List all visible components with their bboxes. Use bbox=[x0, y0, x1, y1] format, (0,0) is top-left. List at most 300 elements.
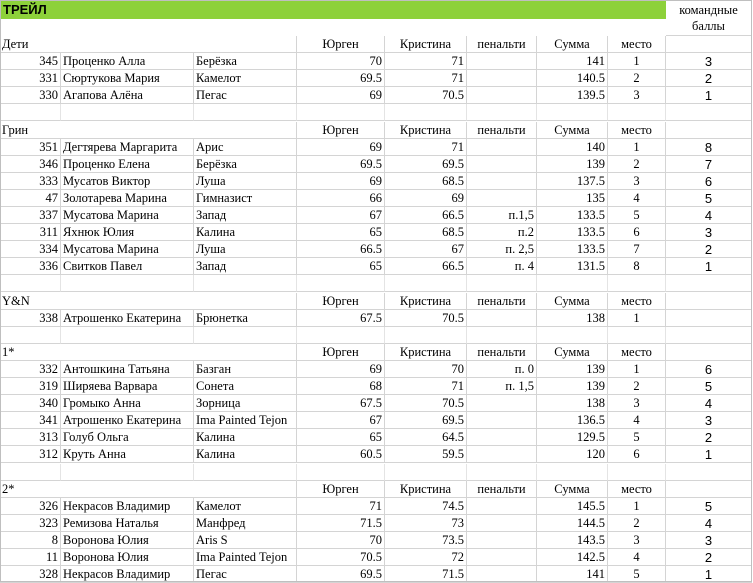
cell-team[interactable]: 8 bbox=[666, 139, 752, 156]
empty-cell[interactable] bbox=[537, 104, 608, 121]
table-row bbox=[0, 258, 753, 275]
column-header-j2[interactable]: Кристина bbox=[385, 122, 467, 139]
cell-no[interactable]: 331 bbox=[0, 70, 61, 87]
spacer-row bbox=[0, 327, 753, 344]
cell-no[interactable]: 333 bbox=[0, 173, 61, 190]
cell-j1[interactable]: 67 bbox=[297, 412, 385, 429]
cell-j2[interactable]: 69.5 bbox=[385, 412, 467, 429]
cell-no[interactable]: 11 bbox=[0, 549, 61, 566]
cell-pen[interactable] bbox=[467, 173, 537, 190]
cell-sum[interactable]: 142.5 bbox=[537, 549, 608, 566]
cell-team[interactable]: 4 bbox=[666, 395, 752, 412]
cell-sum[interactable]: 138 bbox=[537, 310, 608, 327]
empty-cell[interactable] bbox=[385, 464, 467, 481]
empty-cell[interactable] bbox=[467, 327, 537, 344]
empty-cell[interactable] bbox=[297, 327, 385, 344]
cell-horse[interactable]: Ima Painted Tejon bbox=[194, 549, 297, 566]
cell-sum[interactable]: 120 bbox=[537, 446, 608, 463]
cell-rider[interactable]: Сюртукова Мария bbox=[61, 70, 194, 87]
cell-sum[interactable]: 140.5 bbox=[537, 70, 608, 87]
cell-j2[interactable]: 70 bbox=[385, 361, 467, 378]
empty-cell[interactable] bbox=[666, 344, 752, 361]
cell-j2[interactable]: 70.5 bbox=[385, 395, 467, 412]
cell-no[interactable]: 326 bbox=[0, 498, 61, 515]
cell-j1[interactable]: 69.5 bbox=[297, 70, 385, 87]
cell-j2[interactable]: 73.5 bbox=[385, 532, 467, 549]
cell-j1[interactable]: 65 bbox=[297, 429, 385, 446]
cell-no[interactable]: 345 bbox=[0, 53, 61, 70]
cell-place[interactable]: 5 bbox=[608, 566, 666, 583]
empty-cell[interactable] bbox=[194, 104, 297, 121]
cell-j2[interactable]: 71 bbox=[385, 139, 467, 156]
empty-cell[interactable] bbox=[0, 104, 61, 121]
empty-cell[interactable] bbox=[666, 464, 752, 481]
empty-cell[interactable] bbox=[0, 327, 61, 344]
cell-horse[interactable]: Арис bbox=[194, 139, 297, 156]
column-header-pen[interactable]: пенальти bbox=[467, 293, 537, 310]
cell-j2[interactable]: 59.5 bbox=[385, 446, 467, 463]
cell-j2[interactable]: 73 bbox=[385, 515, 467, 532]
column-header-pen[interactable]: пенальти bbox=[467, 344, 537, 361]
cell-team[interactable]: 3 bbox=[666, 532, 752, 549]
table-row bbox=[0, 515, 753, 532]
column-header-j2[interactable]: Кристина bbox=[385, 293, 467, 310]
table-row bbox=[0, 395, 753, 412]
cell-pen[interactable]: п.2 bbox=[467, 224, 537, 241]
empty-cell[interactable] bbox=[666, 327, 752, 344]
cell-team[interactable]: 1 bbox=[666, 446, 752, 463]
cell-j1[interactable]: 67.5 bbox=[297, 310, 385, 327]
cell-rider[interactable]: Дегтярева Маргарита bbox=[61, 139, 194, 156]
cell-team[interactable]: 2 bbox=[666, 429, 752, 446]
cell-j1[interactable]: 69.5 bbox=[297, 156, 385, 173]
empty-cell[interactable] bbox=[61, 104, 194, 121]
cell-j1[interactable]: 71 bbox=[297, 498, 385, 515]
cell-j2[interactable]: 68.5 bbox=[385, 173, 467, 190]
cell-j1[interactable]: 69 bbox=[297, 87, 385, 104]
cell-horse[interactable]: Базган bbox=[194, 361, 297, 378]
cell-sum[interactable]: 141 bbox=[537, 566, 608, 583]
empty-cell[interactable] bbox=[537, 464, 608, 481]
group-name[interactable]: Грин bbox=[0, 122, 297, 139]
cell-team[interactable]: 6 bbox=[666, 361, 752, 378]
cell-j2[interactable]: 70.5 bbox=[385, 87, 467, 104]
cell-sum[interactable]: 137.5 bbox=[537, 173, 608, 190]
cell-team[interactable]: 7 bbox=[666, 156, 752, 173]
empty-cell[interactable] bbox=[608, 327, 666, 344]
team-points-header[interactable]: командные баллы bbox=[666, 0, 752, 36]
cell-j1[interactable]: 67.5 bbox=[297, 395, 385, 412]
cell-no[interactable]: 351 bbox=[0, 139, 61, 156]
cell-team[interactable]: 5 bbox=[666, 498, 752, 515]
cell-rider[interactable]: Ширяева Варвара bbox=[61, 378, 194, 395]
cell-rider[interactable]: Атрошенко Екатерина bbox=[61, 310, 194, 327]
empty-cell[interactable] bbox=[385, 327, 467, 344]
cell-j1[interactable]: 70.5 bbox=[297, 549, 385, 566]
table-row bbox=[0, 156, 753, 173]
cell-team[interactable]: 1 bbox=[666, 258, 752, 275]
cell-team[interactable]: 2 bbox=[666, 549, 752, 566]
cell-pen[interactable] bbox=[467, 549, 537, 566]
cell-place[interactable]: 2 bbox=[608, 515, 666, 532]
empty-cell[interactable] bbox=[385, 275, 467, 292]
cell-place[interactable]: 8 bbox=[608, 258, 666, 275]
sheet-title[interactable]: ТРЕЙЛ bbox=[0, 0, 666, 19]
table-row bbox=[0, 378, 753, 395]
cell-sum[interactable]: 135 bbox=[537, 190, 608, 207]
column-header-sum[interactable]: Сумма bbox=[537, 481, 608, 498]
cell-horse[interactable]: Гимназист bbox=[194, 190, 297, 207]
group-header-row bbox=[0, 293, 753, 310]
cell-sum[interactable]: 138 bbox=[537, 395, 608, 412]
column-header-sum[interactable]: Сумма bbox=[537, 344, 608, 361]
cell-horse[interactable]: Берёзка bbox=[194, 156, 297, 173]
cell-rider[interactable]: Мусатов Виктор bbox=[61, 173, 194, 190]
column-header-place[interactable]: место bbox=[608, 293, 666, 310]
cell-horse[interactable]: Калина bbox=[194, 429, 297, 446]
cell-place[interactable]: 4 bbox=[608, 549, 666, 566]
cell-sum[interactable]: 129.5 bbox=[537, 429, 608, 446]
column-header-j2[interactable]: Кристина bbox=[385, 36, 467, 53]
cell-team[interactable]: 5 bbox=[666, 378, 752, 395]
column-header-sum[interactable]: Сумма bbox=[537, 36, 608, 53]
cell-horse[interactable]: Ima Painted Tejon bbox=[194, 412, 297, 429]
empty-cell[interactable] bbox=[61, 327, 194, 344]
cell-j1[interactable]: 70 bbox=[297, 53, 385, 70]
cell-place[interactable]: 5 bbox=[608, 429, 666, 446]
cell-pen[interactable] bbox=[467, 190, 537, 207]
cell-no[interactable]: 319 bbox=[0, 378, 61, 395]
cell-no[interactable]: 334 bbox=[0, 241, 61, 258]
cell-horse[interactable]: Луша bbox=[194, 241, 297, 258]
cell-sum[interactable]: 133.5 bbox=[537, 241, 608, 258]
column-header-place[interactable]: место bbox=[608, 481, 666, 498]
empty-cell[interactable] bbox=[61, 464, 194, 481]
cell-horse[interactable]: Запад bbox=[194, 258, 297, 275]
cell-pen[interactable] bbox=[467, 70, 537, 87]
table-row bbox=[0, 53, 753, 70]
cell-j2[interactable]: 74.5 bbox=[385, 498, 467, 515]
cell-j2[interactable]: 71.5 bbox=[385, 566, 467, 583]
cell-rider[interactable]: Свитков Павел bbox=[61, 258, 194, 275]
table-row bbox=[0, 446, 753, 463]
cell-rider[interactable]: Некрасов Владимир bbox=[61, 498, 194, 515]
empty-cell[interactable] bbox=[194, 327, 297, 344]
empty-cell[interactable] bbox=[0, 464, 61, 481]
cell-j1[interactable]: 69.5 bbox=[297, 566, 385, 583]
column-header-j1[interactable]: Юрген bbox=[297, 344, 385, 361]
cell-rider[interactable]: Атрошенко Екатерина bbox=[61, 412, 194, 429]
cell-sum[interactable]: 139 bbox=[537, 378, 608, 395]
column-header-place[interactable]: место bbox=[608, 344, 666, 361]
cell-j1[interactable]: 60.5 bbox=[297, 446, 385, 463]
cell-rider[interactable]: Мусатова Марина bbox=[61, 241, 194, 258]
cell-pen[interactable] bbox=[467, 429, 537, 446]
column-header-j2[interactable]: Кристина bbox=[385, 481, 467, 498]
group-name[interactable]: 2* bbox=[0, 481, 297, 498]
cell-j1[interactable]: 65 bbox=[297, 258, 385, 275]
cell-j1[interactable]: 66 bbox=[297, 190, 385, 207]
cell-j2[interactable]: 71 bbox=[385, 70, 467, 87]
cell-sum[interactable]: 145.5 bbox=[537, 498, 608, 515]
column-header-j1[interactable]: Юрген bbox=[297, 36, 385, 53]
cell-pen[interactable] bbox=[467, 498, 537, 515]
empty-cell[interactable] bbox=[608, 104, 666, 121]
cell-place[interactable]: 2 bbox=[608, 378, 666, 395]
cell-team[interactable]: 1 bbox=[666, 566, 752, 583]
cell-sum[interactable]: 143.5 bbox=[537, 532, 608, 549]
group-header-row bbox=[0, 481, 753, 498]
group-header-row bbox=[0, 344, 753, 361]
cell-sum[interactable]: 131.5 bbox=[537, 258, 608, 275]
column-header-j1[interactable]: Юрген bbox=[297, 481, 385, 498]
column-header-j1[interactable]: Юрген bbox=[297, 293, 385, 310]
cell-horse[interactable]: Манфред bbox=[194, 515, 297, 532]
cell-rider[interactable]: Громыко Анна bbox=[61, 395, 194, 412]
cell-place[interactable]: 1 bbox=[608, 53, 666, 70]
cell-team[interactable] bbox=[666, 310, 752, 327]
cell-team[interactable]: 6 bbox=[666, 173, 752, 190]
cell-no[interactable]: 330 bbox=[0, 87, 61, 104]
cell-horse[interactable]: Aris S bbox=[194, 532, 297, 549]
cell-place[interactable]: 1 bbox=[608, 310, 666, 327]
empty-cell[interactable] bbox=[537, 327, 608, 344]
cell-team[interactable]: 4 bbox=[666, 515, 752, 532]
cell-pen[interactable] bbox=[467, 87, 537, 104]
cell-no[interactable]: 340 bbox=[0, 395, 61, 412]
cell-rider[interactable]: Проценко Алла bbox=[61, 53, 194, 70]
cell-horse[interactable]: Камелот bbox=[194, 498, 297, 515]
cell-j1[interactable]: 68 bbox=[297, 378, 385, 395]
cell-horse[interactable]: Луша bbox=[194, 173, 297, 190]
cell-horse[interactable]: Калина bbox=[194, 446, 297, 463]
group-name[interactable]: Y&N bbox=[0, 293, 297, 310]
cell-horse[interactable]: Пегас bbox=[194, 87, 297, 104]
cell-rider[interactable]: Круть Анна bbox=[61, 446, 194, 463]
group-name[interactable]: 1* bbox=[0, 344, 297, 361]
empty-cell[interactable] bbox=[666, 275, 752, 292]
cell-pen[interactable] bbox=[467, 532, 537, 549]
cell-pen[interactable] bbox=[467, 446, 537, 463]
cell-no[interactable]: 336 bbox=[0, 258, 61, 275]
empty-cell[interactable] bbox=[385, 104, 467, 121]
empty-cell[interactable] bbox=[666, 104, 752, 121]
cell-sum[interactable]: 139.5 bbox=[537, 87, 608, 104]
column-header-place[interactable]: место bbox=[608, 36, 666, 53]
cell-place[interactable]: 1 bbox=[608, 139, 666, 156]
group-name[interactable]: Дети bbox=[0, 36, 297, 53]
cell-rider[interactable]: Золотарева Марина bbox=[61, 190, 194, 207]
empty-cell[interactable] bbox=[61, 275, 194, 292]
cell-pen[interactable]: п. 4 bbox=[467, 258, 537, 275]
cell-pen[interactable]: п. 2,5 bbox=[467, 241, 537, 258]
empty-cell[interactable] bbox=[666, 36, 752, 53]
cell-team[interactable]: 1 bbox=[666, 87, 752, 104]
cell-place[interactable]: 4 bbox=[608, 190, 666, 207]
spacer-row bbox=[0, 275, 753, 292]
cell-horse[interactable]: Берёзка bbox=[194, 53, 297, 70]
cell-j2[interactable]: 71 bbox=[385, 53, 467, 70]
cell-place[interactable]: 3 bbox=[608, 173, 666, 190]
cell-place[interactable]: 2 bbox=[608, 156, 666, 173]
cell-j2[interactable]: 72 bbox=[385, 549, 467, 566]
column-header-pen[interactable]: пенальти bbox=[467, 122, 537, 139]
cell-j2[interactable]: 69 bbox=[385, 190, 467, 207]
cell-no[interactable]: 328 bbox=[0, 566, 61, 583]
cell-horse[interactable]: Камелот bbox=[194, 70, 297, 87]
cell-j1[interactable]: 70 bbox=[297, 532, 385, 549]
cell-team[interactable]: 3 bbox=[666, 412, 752, 429]
cell-j1[interactable]: 69 bbox=[297, 361, 385, 378]
cell-rider[interactable]: Некрасов Владимир bbox=[61, 566, 194, 583]
cell-rider[interactable]: Ремизова Наталья bbox=[61, 515, 194, 532]
cell-place[interactable]: 3 bbox=[608, 395, 666, 412]
cell-place[interactable]: 4 bbox=[608, 412, 666, 429]
cell-pen[interactable] bbox=[467, 566, 537, 583]
column-header-sum[interactable]: Сумма bbox=[537, 122, 608, 139]
cell-place[interactable]: 2 bbox=[608, 70, 666, 87]
cell-j2[interactable]: 67 bbox=[385, 241, 467, 258]
cell-j2[interactable]: 68.5 bbox=[385, 224, 467, 241]
cell-sum[interactable]: 144.5 bbox=[537, 515, 608, 532]
cell-no[interactable]: 311 bbox=[0, 224, 61, 241]
column-header-place[interactable]: место bbox=[608, 122, 666, 139]
cell-j1[interactable]: 69 bbox=[297, 139, 385, 156]
cell-rider[interactable]: Воронова Юлия bbox=[61, 549, 194, 566]
cell-place[interactable]: 6 bbox=[608, 446, 666, 463]
cell-place[interactable]: 3 bbox=[608, 532, 666, 549]
cell-j2[interactable]: 69.5 bbox=[385, 156, 467, 173]
cell-place[interactable]: 5 bbox=[608, 207, 666, 224]
table-row bbox=[0, 190, 753, 207]
column-header-sum[interactable]: Сумма bbox=[537, 293, 608, 310]
cell-place[interactable]: 3 bbox=[608, 87, 666, 104]
cell-pen[interactable]: п. 1,5 bbox=[467, 378, 537, 395]
cell-pen[interactable] bbox=[467, 515, 537, 532]
table-row bbox=[0, 310, 753, 327]
cell-team[interactable]: 2 bbox=[666, 70, 752, 87]
cell-rider[interactable]: Антошкина Татьяна bbox=[61, 361, 194, 378]
cell-j2[interactable]: 66.5 bbox=[385, 258, 467, 275]
cell-sum[interactable]: 139 bbox=[537, 156, 608, 173]
cell-horse[interactable]: Калина bbox=[194, 224, 297, 241]
cell-horse[interactable]: Брюнетка bbox=[194, 310, 297, 327]
cell-no[interactable]: 346 bbox=[0, 156, 61, 173]
cell-horse[interactable]: Пегас bbox=[194, 566, 297, 583]
cell-pen[interactable] bbox=[467, 139, 537, 156]
cell-j1[interactable]: 65 bbox=[297, 224, 385, 241]
cell-j2[interactable]: 70.5 bbox=[385, 310, 467, 327]
cell-j1[interactable]: 67 bbox=[297, 207, 385, 224]
empty-cell[interactable] bbox=[297, 464, 385, 481]
cell-rider[interactable]: Яхнюк Юлия bbox=[61, 224, 194, 241]
empty-cell[interactable] bbox=[297, 104, 385, 121]
cell-pen[interactable]: п.1,5 bbox=[467, 207, 537, 224]
cell-pen[interactable] bbox=[467, 310, 537, 327]
cell-rider[interactable]: Агапова Алёна bbox=[61, 87, 194, 104]
empty-cell[interactable] bbox=[297, 275, 385, 292]
column-header-j1[interactable]: Юрген bbox=[297, 122, 385, 139]
cell-no[interactable]: 337 bbox=[0, 207, 61, 224]
table-row bbox=[0, 549, 753, 566]
cell-j1[interactable]: 66.5 bbox=[297, 241, 385, 258]
empty-cell[interactable] bbox=[467, 464, 537, 481]
cell-no[interactable]: 341 bbox=[0, 412, 61, 429]
empty-cell[interactable] bbox=[194, 275, 297, 292]
cell-team[interactable]: 4 bbox=[666, 207, 752, 224]
cell-sum[interactable]: 139 bbox=[537, 361, 608, 378]
cell-team[interactable]: 3 bbox=[666, 224, 752, 241]
empty-cell[interactable] bbox=[0, 275, 61, 292]
cell-no[interactable]: 312 bbox=[0, 446, 61, 463]
cell-pen[interactable]: п. 0 bbox=[467, 361, 537, 378]
cell-rider[interactable]: Голуб Ольга bbox=[61, 429, 194, 446]
column-header-pen[interactable]: пенальти bbox=[467, 481, 537, 498]
empty-cell[interactable] bbox=[666, 481, 752, 498]
table-row bbox=[0, 566, 753, 583]
cell-no[interactable]: 323 bbox=[0, 515, 61, 532]
column-header-pen[interactable]: пенальти bbox=[467, 36, 537, 53]
cell-no[interactable]: 313 bbox=[0, 429, 61, 446]
cell-horse[interactable]: Запад bbox=[194, 207, 297, 224]
spacer-row bbox=[0, 464, 753, 481]
cell-sum[interactable]: 136.5 bbox=[537, 412, 608, 429]
cell-horse[interactable]: Сонета bbox=[194, 378, 297, 395]
empty-cell[interactable] bbox=[537, 275, 608, 292]
cell-place[interactable]: 1 bbox=[608, 498, 666, 515]
cell-place[interactable]: 1 bbox=[608, 361, 666, 378]
empty-cell[interactable] bbox=[467, 275, 537, 292]
cell-place[interactable]: 6 bbox=[608, 224, 666, 241]
cell-j2[interactable]: 66.5 bbox=[385, 207, 467, 224]
cell-place[interactable]: 7 bbox=[608, 241, 666, 258]
cell-sum[interactable]: 133.5 bbox=[537, 207, 608, 224]
cell-rider[interactable]: Воронова Юлия bbox=[61, 532, 194, 549]
empty-cell[interactable] bbox=[608, 275, 666, 292]
empty-cell[interactable] bbox=[666, 293, 752, 310]
cell-j2[interactable]: 64.5 bbox=[385, 429, 467, 446]
cell-sum[interactable]: 133.5 bbox=[537, 224, 608, 241]
cell-j2[interactable]: 71 bbox=[385, 378, 467, 395]
cell-team[interactable]: 3 bbox=[666, 53, 752, 70]
empty-cell[interactable] bbox=[467, 104, 537, 121]
cell-no[interactable]: 47 bbox=[0, 190, 61, 207]
table-row bbox=[0, 70, 753, 87]
cell-team[interactable]: 2 bbox=[666, 241, 752, 258]
cell-team[interactable]: 5 bbox=[666, 190, 752, 207]
cell-j1[interactable]: 69 bbox=[297, 173, 385, 190]
cell-no[interactable]: 332 bbox=[0, 361, 61, 378]
cell-horse[interactable]: Зорница bbox=[194, 395, 297, 412]
cell-sum[interactable]: 141 bbox=[537, 53, 608, 70]
cell-pen[interactable] bbox=[467, 156, 537, 173]
cell-no[interactable]: 338 bbox=[0, 310, 61, 327]
cell-pen[interactable] bbox=[467, 53, 537, 70]
cell-rider[interactable]: Мусатова Марина bbox=[61, 207, 194, 224]
table-row bbox=[0, 224, 753, 241]
cell-pen[interactable] bbox=[467, 395, 537, 412]
column-header-j2[interactable]: Кристина bbox=[385, 344, 467, 361]
empty-cell[interactable] bbox=[194, 464, 297, 481]
cell-no[interactable]: 8 bbox=[0, 532, 61, 549]
cell-rider[interactable]: Проценко Елена bbox=[61, 156, 194, 173]
cell-j1[interactable]: 71.5 bbox=[297, 515, 385, 532]
table-row bbox=[0, 207, 753, 224]
cell-sum[interactable]: 140 bbox=[537, 139, 608, 156]
empty-cell[interactable] bbox=[608, 464, 666, 481]
cell-pen[interactable] bbox=[467, 412, 537, 429]
empty-cell[interactable] bbox=[666, 122, 752, 139]
